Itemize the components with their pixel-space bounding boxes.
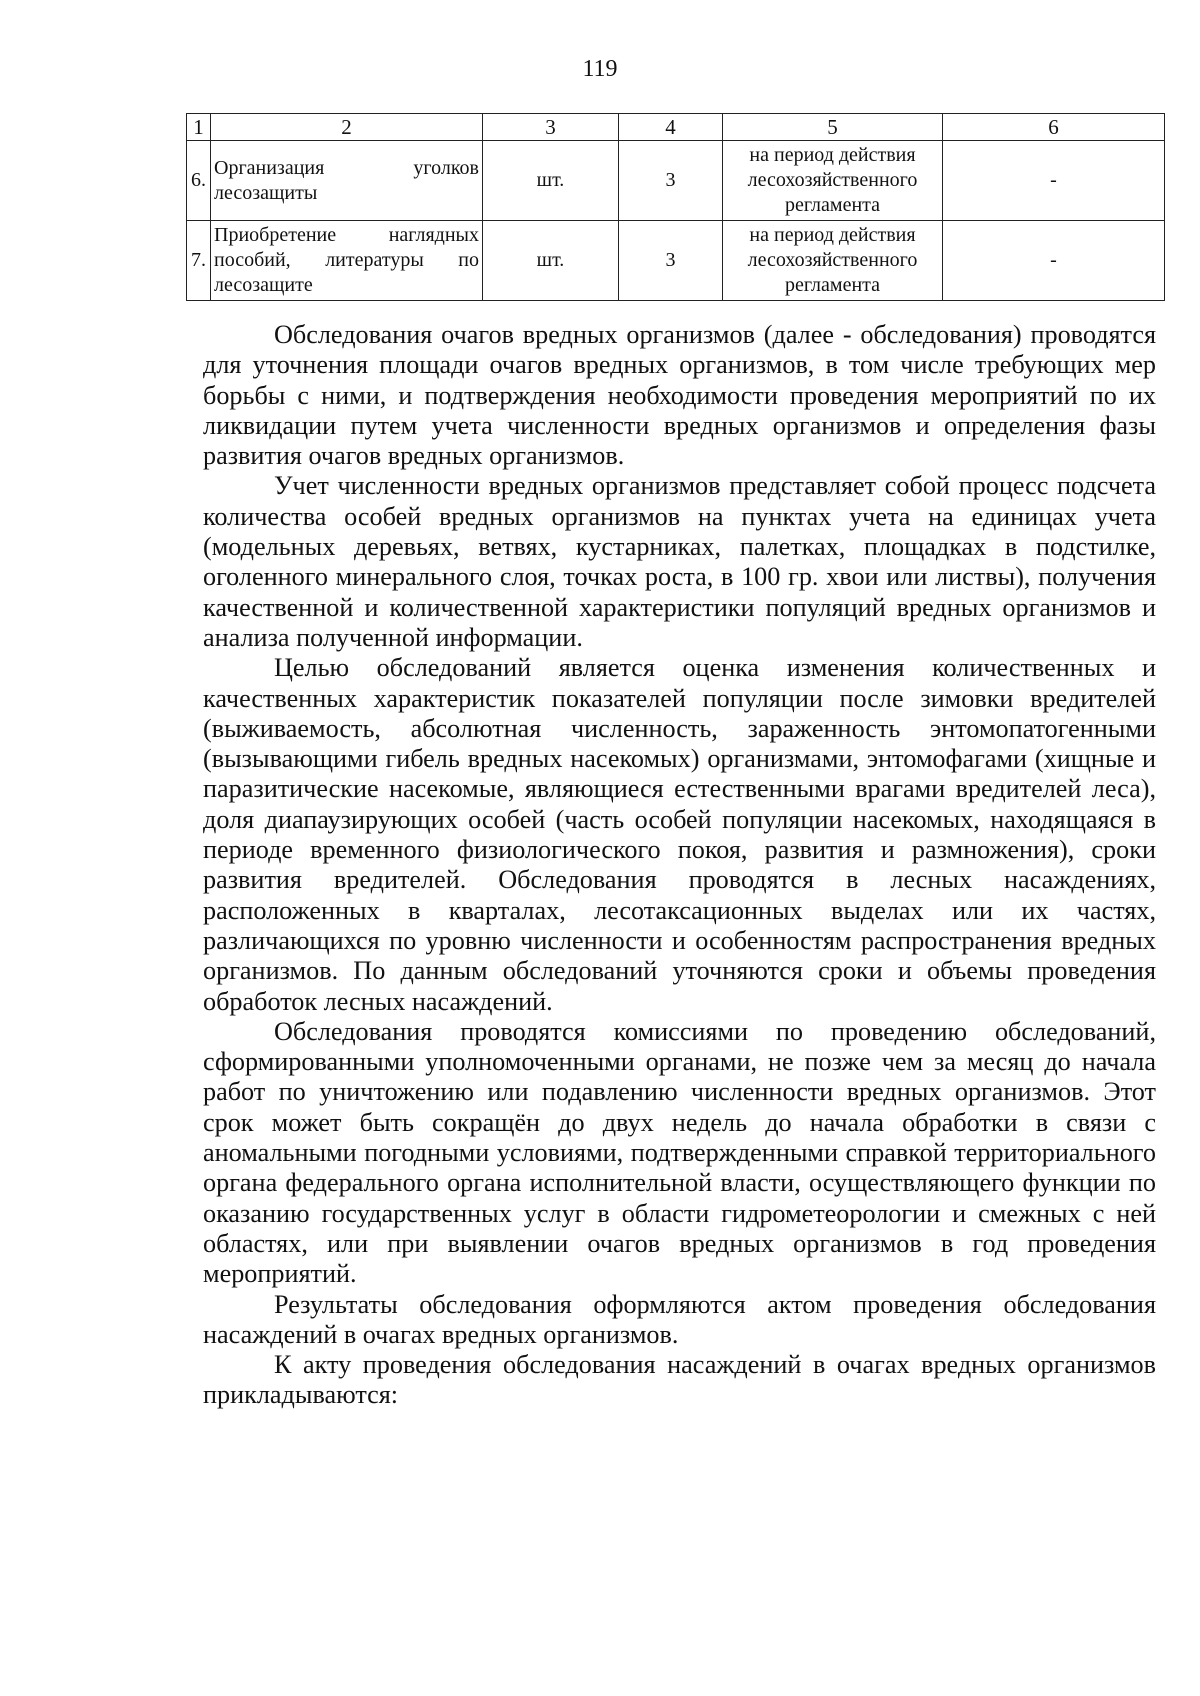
page-number: 119 xyxy=(582,56,618,82)
body-text xyxy=(203,320,1156,1411)
unit-cell: шт. xyxy=(483,221,619,301)
column-header: 2 xyxy=(211,114,483,141)
quantity-cell: 3 xyxy=(619,141,723,221)
column-header: 1 xyxy=(187,114,211,141)
table-row xyxy=(187,141,1165,221)
paragraph: Целью обследований является оценка изменения количественных и качественных характеристик показателей популяции после зимовки вредителей (выживаемость, абсолютная численность, зараженность энтомопатогенными (вызывающими гибель вредных насекомых) организмами, энтомофагами (хищные и паразитические насекомые, являющиеся естественными врагами вредителей леса), доля диапаузирующих особей (часть особей популяции насекомых, находящаяся в периоде временного физиологического покоя, развития и размножения), сроки развития вредителей. Обследования проводятся в лесных насаждениях, расположенных в кварталах, лесотаксационных выделах или их частях, различающихся по уровню численности и особенностям распространения вредных организмов. По данным обследований уточняются сроки и объемы проведения обработок лесных насаждений. xyxy=(203,653,1156,1016)
unit-cell: шт. xyxy=(483,141,619,221)
row-number-cell: 7. xyxy=(187,221,211,301)
paragraph: Обследования очагов вредных организмов (далее - обследования) проводятся для уточнения площади очагов вредных организмов, в том числе требующих мер борьбы с ними, и подтверждения необходимости проведения мероприятий по их ликвидации путем учета численности вредных организмов и определения фазы развития очагов вредных организмов. xyxy=(203,320,1156,471)
paragraph: К акту проведения обследования насаждений в очагах вредных организмов прикладываются: xyxy=(203,1350,1156,1410)
row-number-cell: 6. xyxy=(187,141,211,221)
table-header-row xyxy=(187,114,1165,141)
paragraph: Результаты обследования оформляются актом проведения обследования насаждений в очагах вредных организмов. xyxy=(203,1289,1156,1349)
activity-name-cell: Приобретение наглядных пособий, литературы по лесозащите xyxy=(211,221,483,301)
note-cell: - xyxy=(943,141,1165,221)
activities-table xyxy=(186,113,1165,301)
column-header: 3 xyxy=(483,114,619,141)
column-header: 4 xyxy=(619,114,723,141)
column-header: 5 xyxy=(723,114,943,141)
paragraph: Обследования проводятся комиссиями по проведению обследований, сформированными уполномоченными органами, не позже чем за месяц до начала работ по уничтожению или подавлению численности вредных организмов. Этот срок может быть сокращён до двух недель до начала обработки в связи с аномальными погодными условиями, подтвержденными справкой территориального органа федерального органа исполнительной власти, осуществляющего функции по оказанию государственных услуг в области гидрометеорологии и смежных с ней областях, или при выявлении очагов вредных организмов в год проведения мероприятий. xyxy=(203,1016,1156,1289)
note-cell: - xyxy=(943,221,1165,301)
period-cell: на период действия лесохозяйственного регламента xyxy=(723,141,943,221)
table-row xyxy=(187,221,1165,301)
paragraph: Учет численности вредных организмов представляет собой процесс подсчета количества особей вредных организмов на пунктах учета на единицах учета (модельных деревьях, ветвях, кустарниках, палетках, площадках в подстилке, оголенного минерального слоя, точках роста, в 100 гр. хвои или листвы), получения качественной и количественной характеристики популяций вредных организмов и анализа полученной информации. xyxy=(203,471,1156,652)
activity-name-cell: Организация уголков лесозащиты xyxy=(211,141,483,221)
column-header: 6 xyxy=(943,114,1165,141)
quantity-cell: 3 xyxy=(619,221,723,301)
period-cell: на период действия лесохозяйственного регламента xyxy=(723,221,943,301)
